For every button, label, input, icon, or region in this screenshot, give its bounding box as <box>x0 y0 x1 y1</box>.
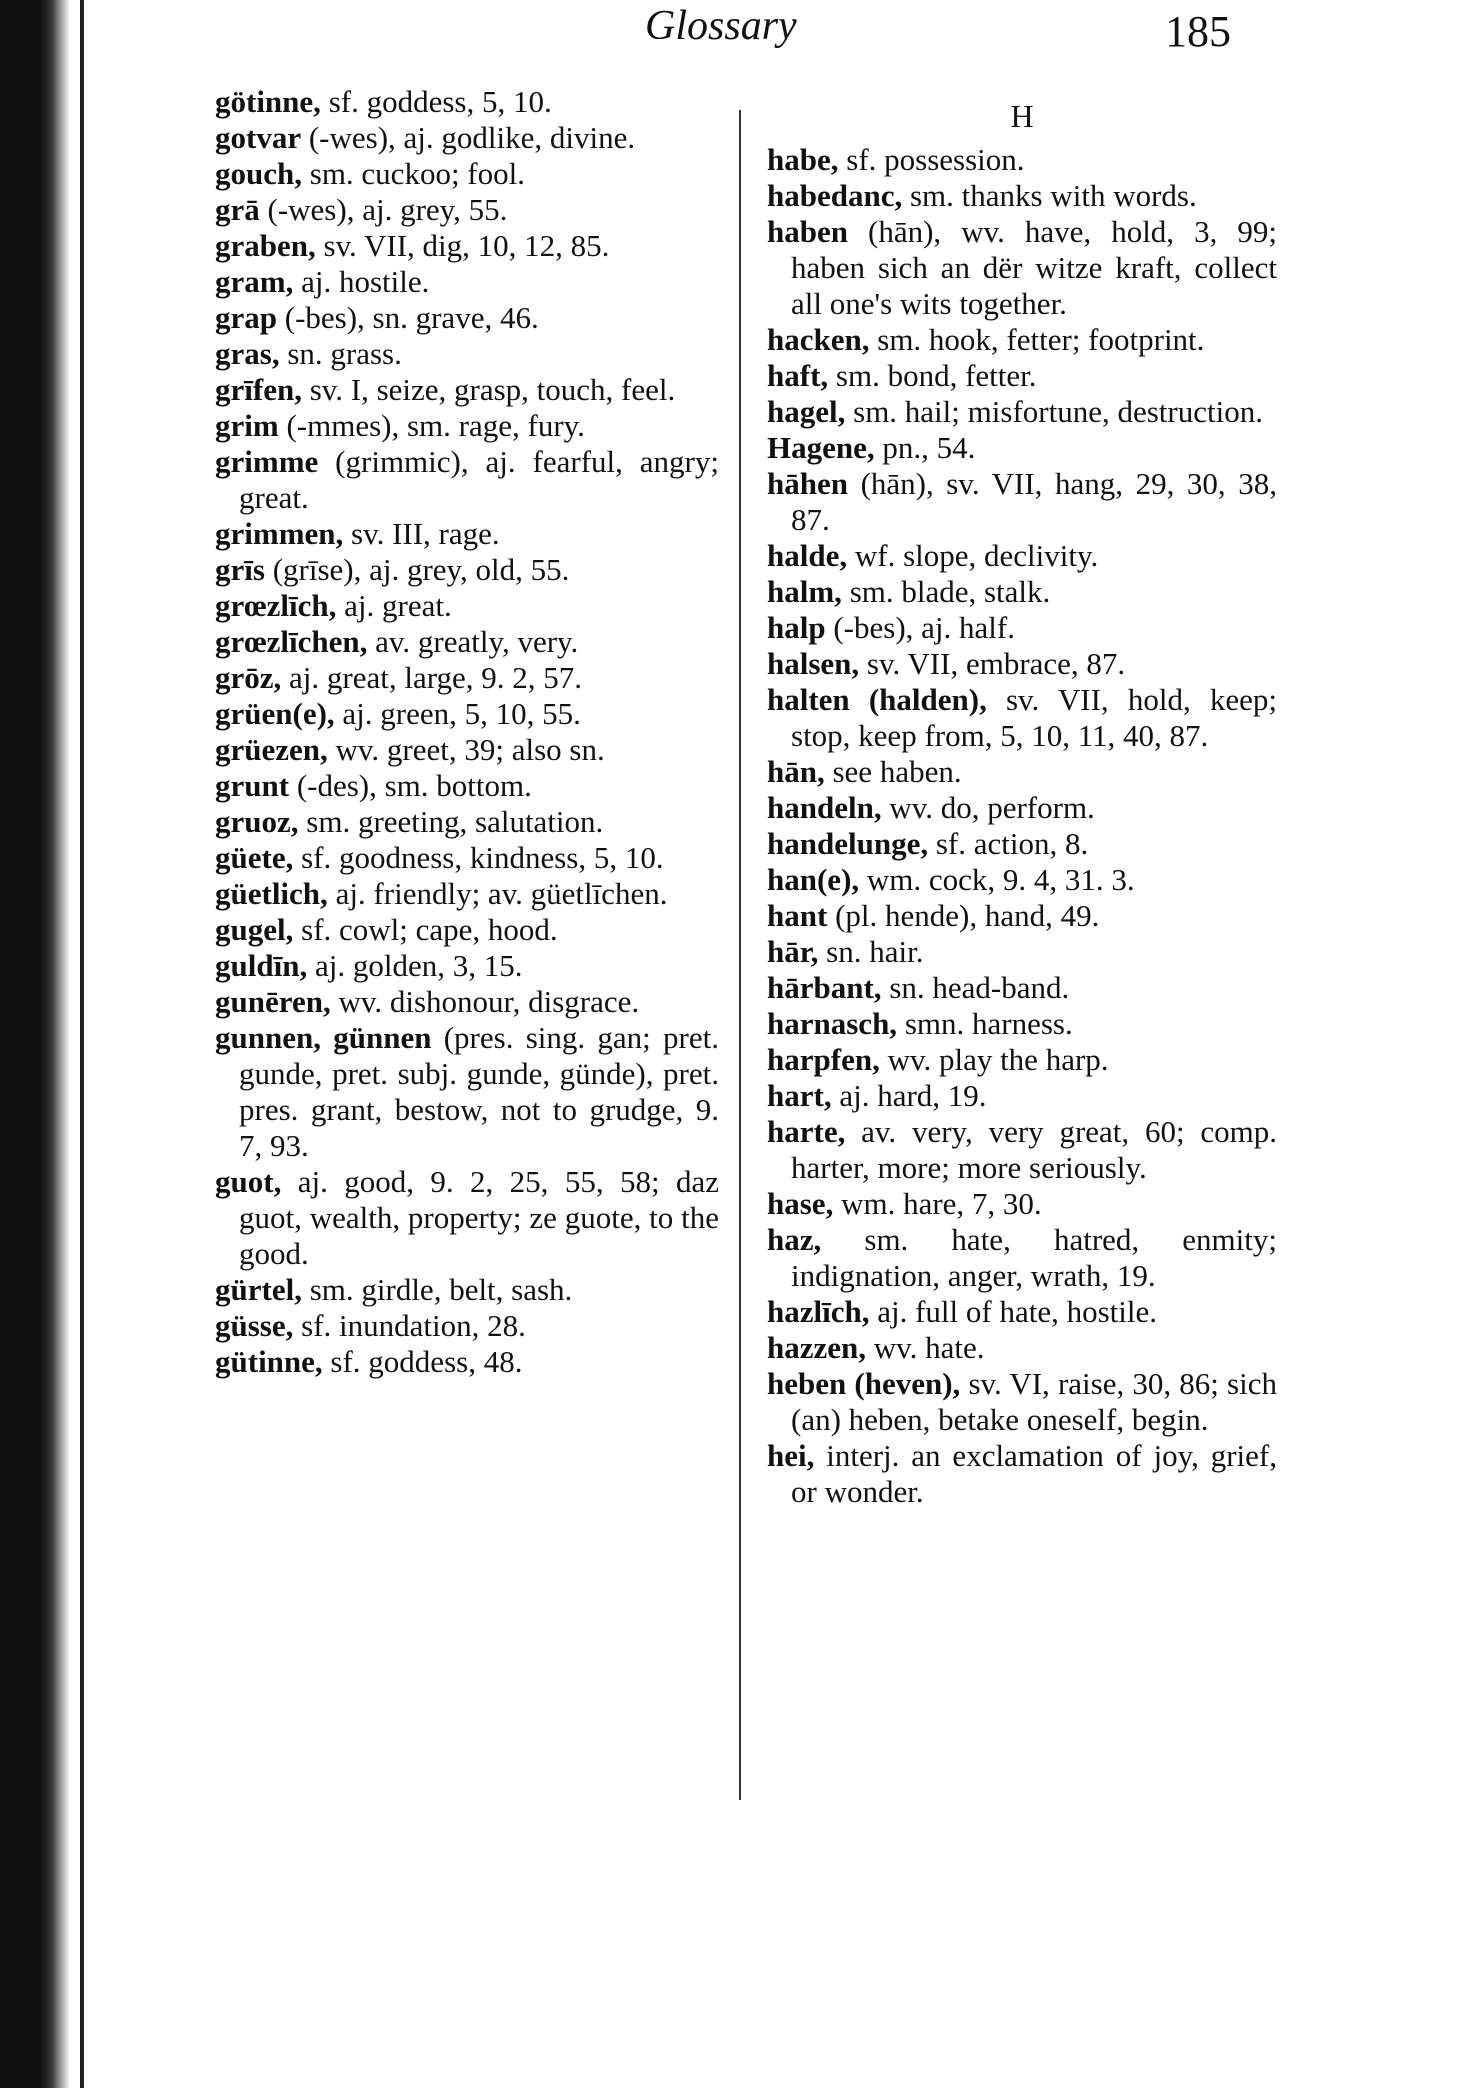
headword: götinne, <box>215 84 321 119</box>
glossary-entry <box>767 898 1277 934</box>
glossary-entry <box>767 538 1277 574</box>
glossary-entry <box>215 840 719 876</box>
headword: grā <box>215 192 260 227</box>
definition: sm. bond, fetter. <box>828 358 1037 393</box>
glossary-entry <box>215 912 719 948</box>
headword: hārbant, <box>767 970 882 1005</box>
definition: av. very, very great, 60; comp. harter, more; more seriously. <box>791 1114 1277 1185</box>
definition: aj. friendly; av. güetlīchen. <box>327 876 668 911</box>
glossary-entry <box>767 1078 1277 1114</box>
headword: hacken, <box>767 322 870 357</box>
definition: aj. great, large, 9. 2, 57. <box>281 660 583 695</box>
headword: habe, <box>767 142 839 177</box>
glossary-entry <box>215 552 719 588</box>
headword: harnasch, <box>767 1006 898 1041</box>
glossary-entry <box>767 358 1277 394</box>
headword: haben <box>767 214 848 249</box>
headword: graben, <box>215 228 316 263</box>
headword: hazzen, <box>767 1330 867 1365</box>
definition: (hān), sv. VII, hang, 29, 30, 38, 87. <box>791 466 1277 537</box>
definition: av. greatly, very. <box>367 624 579 659</box>
definition: sv. VII, hold, keep; stop, keep from, 5, 10, 11, 40, 87. <box>791 682 1277 753</box>
headword: grap <box>215 300 277 335</box>
definition: aj. good, 9. 2, 25, 55, 58; daz guot, wealth, property; ze guote, to the good. <box>239 1164 719 1271</box>
glossary-entry <box>215 408 719 444</box>
glossary-entry <box>767 430 1277 466</box>
glossary-entry <box>767 1186 1277 1222</box>
glossary-entry <box>215 768 719 804</box>
section-letter: H <box>1010 98 1034 134</box>
glossary-entry <box>767 610 1277 646</box>
glossary-entry <box>767 1330 1277 1366</box>
glossary-entry <box>767 826 1277 862</box>
definition: pn., 54. <box>874 430 976 465</box>
glossary-entry <box>215 624 719 660</box>
definition: sv. VII, dig, 10, 12, 85. <box>315 228 610 263</box>
glossary-entry <box>215 876 719 912</box>
definition: smn. harness. <box>897 1006 1073 1041</box>
definition: sv. III, rage. <box>343 516 500 551</box>
headword: gürtel, <box>215 1272 302 1307</box>
definition: sv. VI, raise, 30, 86; sich (an) heben, betake oneself, begin. <box>791 1366 1277 1437</box>
glossary-entry <box>767 1222 1277 1294</box>
glossary-entry <box>767 1114 1277 1186</box>
book-gutter-shadow <box>0 0 70 2088</box>
definition: sn. grass. <box>279 336 402 371</box>
glossary-entry <box>215 120 719 156</box>
glossary-entry <box>215 1344 719 1380</box>
headword: halp <box>767 610 826 645</box>
headword: güete, <box>215 840 294 875</box>
headword: grœzlīch, <box>215 588 337 623</box>
headword: grīs <box>215 552 265 587</box>
definition: sm. girdle, belt, sash. <box>301 1272 573 1307</box>
headword: haft, <box>767 358 829 393</box>
glossary-entry <box>215 1020 719 1164</box>
headword: habedanc, <box>767 178 903 213</box>
headword: grimme <box>215 444 319 479</box>
headword: gouch, <box>215 156 302 191</box>
glossary-entry <box>767 1438 1277 1510</box>
glossary-entry <box>767 646 1277 682</box>
definition: sf. goddess, 48. <box>322 1344 523 1379</box>
glossary-entry <box>767 466 1277 538</box>
definition: sm. hail; misfortune, destruction. <box>845 394 1263 429</box>
definition: wv. dishonour, disgrace. <box>330 984 640 1019</box>
definition: sf. possession. <box>838 142 1025 177</box>
definition: aj. hostile. <box>293 264 430 299</box>
headword: halten (halden), <box>767 682 987 717</box>
glossary-entry <box>767 214 1277 322</box>
definition: sm. greeting, salutation. <box>298 804 604 839</box>
headword: heben (heven), <box>767 1366 961 1401</box>
glossary-entry <box>215 444 719 516</box>
headword: guot, <box>215 1164 282 1199</box>
glossary-entry <box>215 984 719 1020</box>
headword: güetlich, <box>215 876 328 911</box>
headword: Hagene, <box>767 430 875 465</box>
glossary-entry <box>215 1164 719 1272</box>
left-column <box>215 84 719 1380</box>
headword: güsse, <box>215 1308 294 1343</box>
definition: (-wes), aj. godlike, divine. <box>301 120 636 155</box>
glossary-entry <box>215 804 719 840</box>
right-column <box>767 98 1277 1510</box>
definition: aj. great. <box>336 588 452 623</box>
glossary-entry <box>767 754 1277 790</box>
definition: wv. greet, 39; also sn. <box>327 732 605 767</box>
headword: gras, <box>215 336 280 371</box>
glossary-entry <box>215 1308 719 1344</box>
glossary-entry <box>215 660 719 696</box>
headword: hant <box>767 898 828 933</box>
headword: gram, <box>215 264 294 299</box>
glossary-entry <box>215 84 719 120</box>
glossary-entry <box>215 948 719 984</box>
definition: (hān), wv. have, hold, 3, 99; haben sich an dër witze kraft, collect all one's wits together. <box>791 214 1277 321</box>
definition: aj. golden, 3, 15. <box>307 948 523 983</box>
headword: harpfen, <box>767 1042 880 1077</box>
headword: gotvar <box>215 120 302 155</box>
page-number: 185 <box>1165 7 1231 56</box>
headword: grōz, <box>215 660 282 695</box>
definition: (pl. hende), hand, 49. <box>827 898 1100 933</box>
glossary-entry <box>767 394 1277 430</box>
headword: hagel, <box>767 394 846 429</box>
definition: sm. thanks with words. <box>902 178 1197 213</box>
headword: gruoz, <box>215 804 299 839</box>
definition: sv. I, seize, grasp, touch, feel. <box>301 372 676 407</box>
glossary-entry <box>767 934 1277 970</box>
definition: aj. hard, 19. <box>831 1078 987 1113</box>
headword: hart, <box>767 1078 832 1113</box>
headword: grüen(e), <box>215 696 335 731</box>
glossary-entry <box>767 142 1277 178</box>
definition: aj. green, 5, 10, 55. <box>334 696 581 731</box>
glossary-entry <box>767 1366 1277 1438</box>
definition: sn. head-band. <box>881 970 1070 1005</box>
glossary-entry <box>215 264 719 300</box>
definition: sf. goodness, kindness, 5, 10. <box>293 840 664 875</box>
headword: gunēren, <box>215 984 331 1019</box>
definition: wv. do, perform. <box>881 790 1095 825</box>
headword: grüezen, <box>215 732 328 767</box>
definition: sf. cowl; cape, hood. <box>293 912 558 947</box>
glossary-entry <box>767 682 1277 754</box>
gutter-edge-line <box>80 0 84 2088</box>
glossary-entry <box>215 372 719 408</box>
headword: grimmen, <box>215 516 344 551</box>
definition: sm. hook, fetter; footprint. <box>869 322 1205 357</box>
definition: (-des), sm. bottom. <box>289 768 532 803</box>
headword: halsen, <box>767 646 860 681</box>
headword: harte, <box>767 1114 846 1149</box>
glossary-entry <box>767 790 1277 826</box>
definition: sv. VII, embrace, 87. <box>859 646 1126 681</box>
headword: haz, <box>767 1222 822 1257</box>
definition: aj. full of hate, hostile. <box>869 1294 1158 1329</box>
glossary-entry <box>215 336 719 372</box>
headword: halm, <box>767 574 842 609</box>
definition: sm. cuckoo; fool. <box>302 156 525 191</box>
glossary-entry <box>767 862 1277 898</box>
definition: wm. cock, 9. 4, 31. 3. <box>859 862 1135 897</box>
headword: handeln, <box>767 790 882 825</box>
glossary-entry <box>215 156 719 192</box>
definition: wf. slope, declivity. <box>847 538 1099 573</box>
glossary-entry <box>215 516 719 552</box>
glossary-entry <box>215 192 719 228</box>
definition: (-wes), aj. grey, 55. <box>259 192 508 227</box>
definition: sf. inundation, 28. <box>293 1308 526 1343</box>
glossary-entry <box>215 228 719 264</box>
glossary-entry <box>767 1042 1277 1078</box>
glossary-entry <box>215 300 719 336</box>
definition: see haben. <box>824 754 962 789</box>
glossary-entry <box>767 322 1277 358</box>
column-rule <box>739 110 741 1800</box>
definition: (-mmes), sm. rage, fury. <box>278 408 585 443</box>
headword: handelunge, <box>767 826 929 861</box>
headword: halde, <box>767 538 848 573</box>
glossary-entry <box>767 1006 1277 1042</box>
glossary-entry <box>767 970 1277 1006</box>
headword: hār, <box>767 934 819 969</box>
headword: hān, <box>767 754 825 789</box>
definition: sf. goddess, 5, 10. <box>320 84 552 119</box>
glossary-entry <box>215 696 719 732</box>
headword: guldīn, <box>215 948 308 983</box>
headword: han(e), <box>767 862 860 897</box>
headword: hazlīch, <box>767 1294 870 1329</box>
running-head: Glossary <box>645 3 797 49</box>
glossary-entry <box>767 1294 1277 1330</box>
definition: (grīse), aj. grey, old, 55. <box>264 552 570 587</box>
definition: wv. hate. <box>866 1330 985 1365</box>
headword: hase, <box>767 1186 834 1221</box>
definition: sn. hair. <box>818 934 924 969</box>
glossary-entry <box>215 1272 719 1308</box>
headword: gunnen, günnen <box>215 1020 432 1055</box>
headword: grīfen, <box>215 372 302 407</box>
glossary-entry <box>215 588 719 624</box>
headword: hāhen <box>767 466 848 501</box>
headword: gugel, <box>215 912 294 947</box>
definition: interj. an exclamation of joy, grief, or wonder. <box>791 1438 1277 1509</box>
glossary-entry <box>215 732 719 768</box>
definition: (pres. sing. gan; pret. gunde, pret. subj. gunde, günde), pret. pres. grant, bestow, not to grudge, 9. 7, 93. <box>239 1020 719 1163</box>
definition: wm. hare, 7, 30. <box>833 1186 1042 1221</box>
glossary-entry <box>767 178 1277 214</box>
definition: (-bes), aj. half. <box>825 610 1015 645</box>
glossary-entry <box>767 574 1277 610</box>
definition: sm. hate, hatred, enmity; indignation, anger, wrath, 19. <box>791 1222 1277 1293</box>
definition: wv. play the harp. <box>879 1042 1109 1077</box>
headword: hei, <box>767 1438 815 1473</box>
headword: grœzlīchen, <box>215 624 368 659</box>
definition: (grimmic), aj. fearful, angry; great. <box>239 444 719 515</box>
definition: sm. blade, stalk. <box>841 574 1051 609</box>
definition: sf. action, 8. <box>928 826 1089 861</box>
headword: gütinne, <box>215 1344 323 1379</box>
headword: grim <box>215 408 279 443</box>
definition: (-bes), sn. grave, 46. <box>277 300 539 335</box>
headword: grunt <box>215 768 290 803</box>
